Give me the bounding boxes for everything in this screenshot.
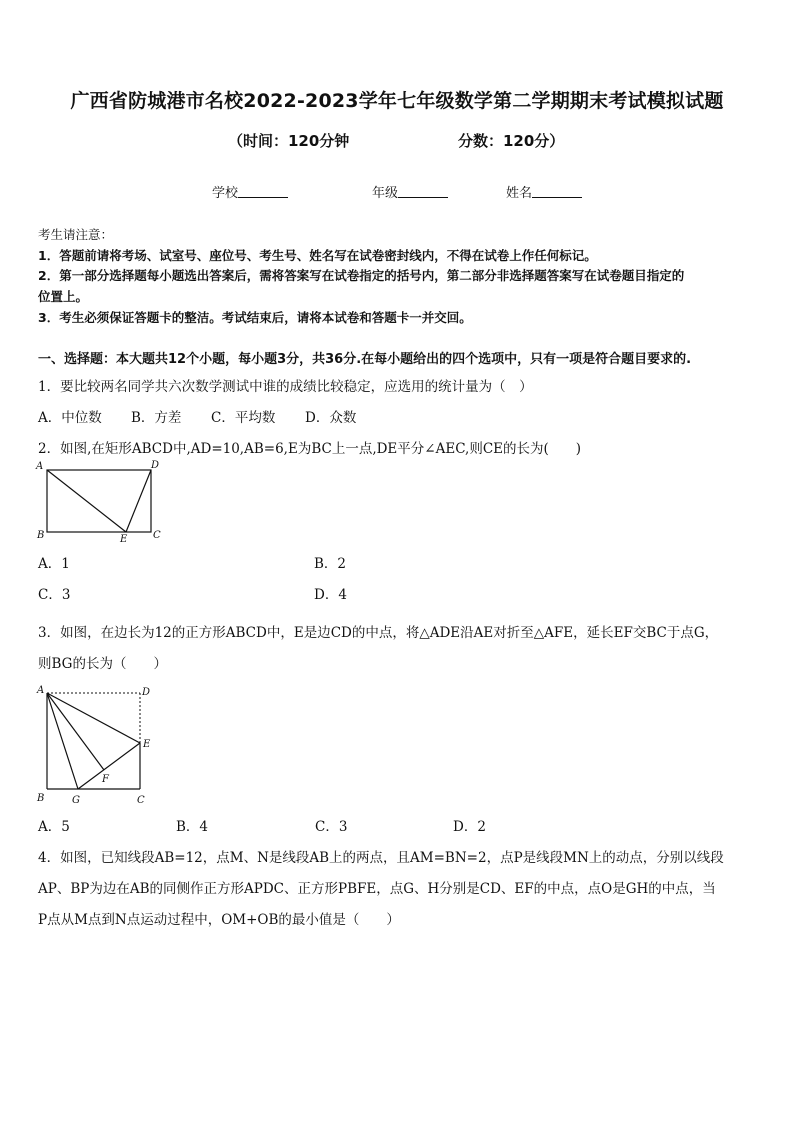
school-field[interactable] <box>212 182 288 201</box>
label-d: D <box>142 687 151 698</box>
school-blank[interactable] <box>238 185 288 198</box>
q2-option-c[interactable]: C．3 <box>38 587 71 603</box>
q3-option-c[interactable]: C．3 <box>315 819 348 835</box>
note-item: 2．第一部分选择题每小题选出答案后，需将答案写在试卷指定的括号内，第二部分非选择题答案写在试卷题目指定的 <box>38 268 685 283</box>
q3-option-b[interactable]: B．4 <box>176 819 209 835</box>
question-4-line3: P点从M点到N点运动过程中，OM+OB的最小值是（ ） <box>38 912 400 928</box>
question-3-line1: 3．如图，在边长为12的正方形ABCD中，E是边CD的中点，将△ADE沿AE对折至△AFE，延长EF交BC于点G， <box>38 625 719 641</box>
name-field[interactable] <box>506 182 582 201</box>
segment-ae <box>47 470 126 532</box>
label-c: C <box>137 795 145 806</box>
grade-blank[interactable] <box>398 185 448 198</box>
q2-option-d[interactable]: D．4 <box>314 587 347 603</box>
exam-title: 广西省防城港市名校2022-2023学年七年级数学第二学期期末考试模拟试题 <box>70 90 724 112</box>
q2-option-a[interactable]: A．1 <box>38 556 70 572</box>
q2-option-b[interactable]: B．2 <box>314 556 347 572</box>
note-item: 3．考生必须保证答题卡的整洁。考试结束后，请将本试卷和答题卡一并交回。 <box>38 310 472 325</box>
question-4-line2: AP、BP为边在AB的同侧作正方形APDC、正方形PBFE，点G、H分别是CD、EF的中点，点O是GH的中点，当 <box>38 881 716 897</box>
label-b: B <box>37 530 45 541</box>
question-2: 2．如图,在矩形ABCD中,AD=10,AB=6,E为BC上一点,DE平分∠AEC,则CE的长为( ) <box>38 441 582 457</box>
name-blank[interactable] <box>532 185 582 198</box>
note-item: 位置上。 <box>38 289 89 304</box>
school-label: 学校 <box>212 186 239 201</box>
label-a: A <box>36 461 44 472</box>
segment-af <box>47 693 104 770</box>
q1-option-d[interactable]: D．众数 <box>305 410 357 426</box>
rectangle-abcd <box>47 470 151 532</box>
q2-figure <box>34 458 166 546</box>
label-f: F <box>102 774 109 785</box>
segment-eg <box>78 743 140 789</box>
name-label: 姓名 <box>506 186 533 201</box>
q3-option-d[interactable]: D．2 <box>453 819 486 835</box>
label-c: C <box>153 530 161 541</box>
grade-field[interactable] <box>372 182 448 201</box>
label-a: A <box>37 685 45 696</box>
notes-heading: 考生请注意： <box>38 227 114 242</box>
q3-figure <box>34 683 160 809</box>
q1-option-b[interactable]: B．方差 <box>131 410 182 426</box>
note-item: 1．答题前请将考场、试室号、座位号、考生号、姓名写在试卷密封线内，不得在试卷上作任何标记。 <box>38 248 597 263</box>
label-e: E <box>120 534 128 545</box>
exam-time: （时间：120分钟 <box>228 132 350 150</box>
segment-de <box>126 470 151 532</box>
section-heading: 一、选择题：本大题共12个小题，每小题3分，共36分.在每小题给出的四个选项中，只有一项是符合题目要求的. <box>38 352 692 367</box>
label-d: D <box>151 460 160 471</box>
question-3-line2: 则BG的长为（ ） <box>38 656 167 672</box>
label-e: E <box>143 739 151 750</box>
label-g: G <box>72 795 80 806</box>
q3-option-a[interactable]: A．5 <box>38 819 70 835</box>
question-1: 1．要比较两名同学共六次数学测试中谁的成绩比较稳定，应选用的统计量为（ ） <box>38 379 533 395</box>
label-b: B <box>37 793 45 804</box>
q1-option-a[interactable]: A．中位数 <box>38 410 102 426</box>
exam-score: 分数：120分） <box>458 132 565 150</box>
q1-option-c[interactable]: C．平均数 <box>211 410 276 426</box>
grade-label: 年级 <box>372 186 399 201</box>
question-4-line1: 4．如图，已知线段AB=12，点M、N是线段AB上的两点，且AM=BN=2，点P是线段MN上的动点，分别以线段 <box>38 850 724 866</box>
